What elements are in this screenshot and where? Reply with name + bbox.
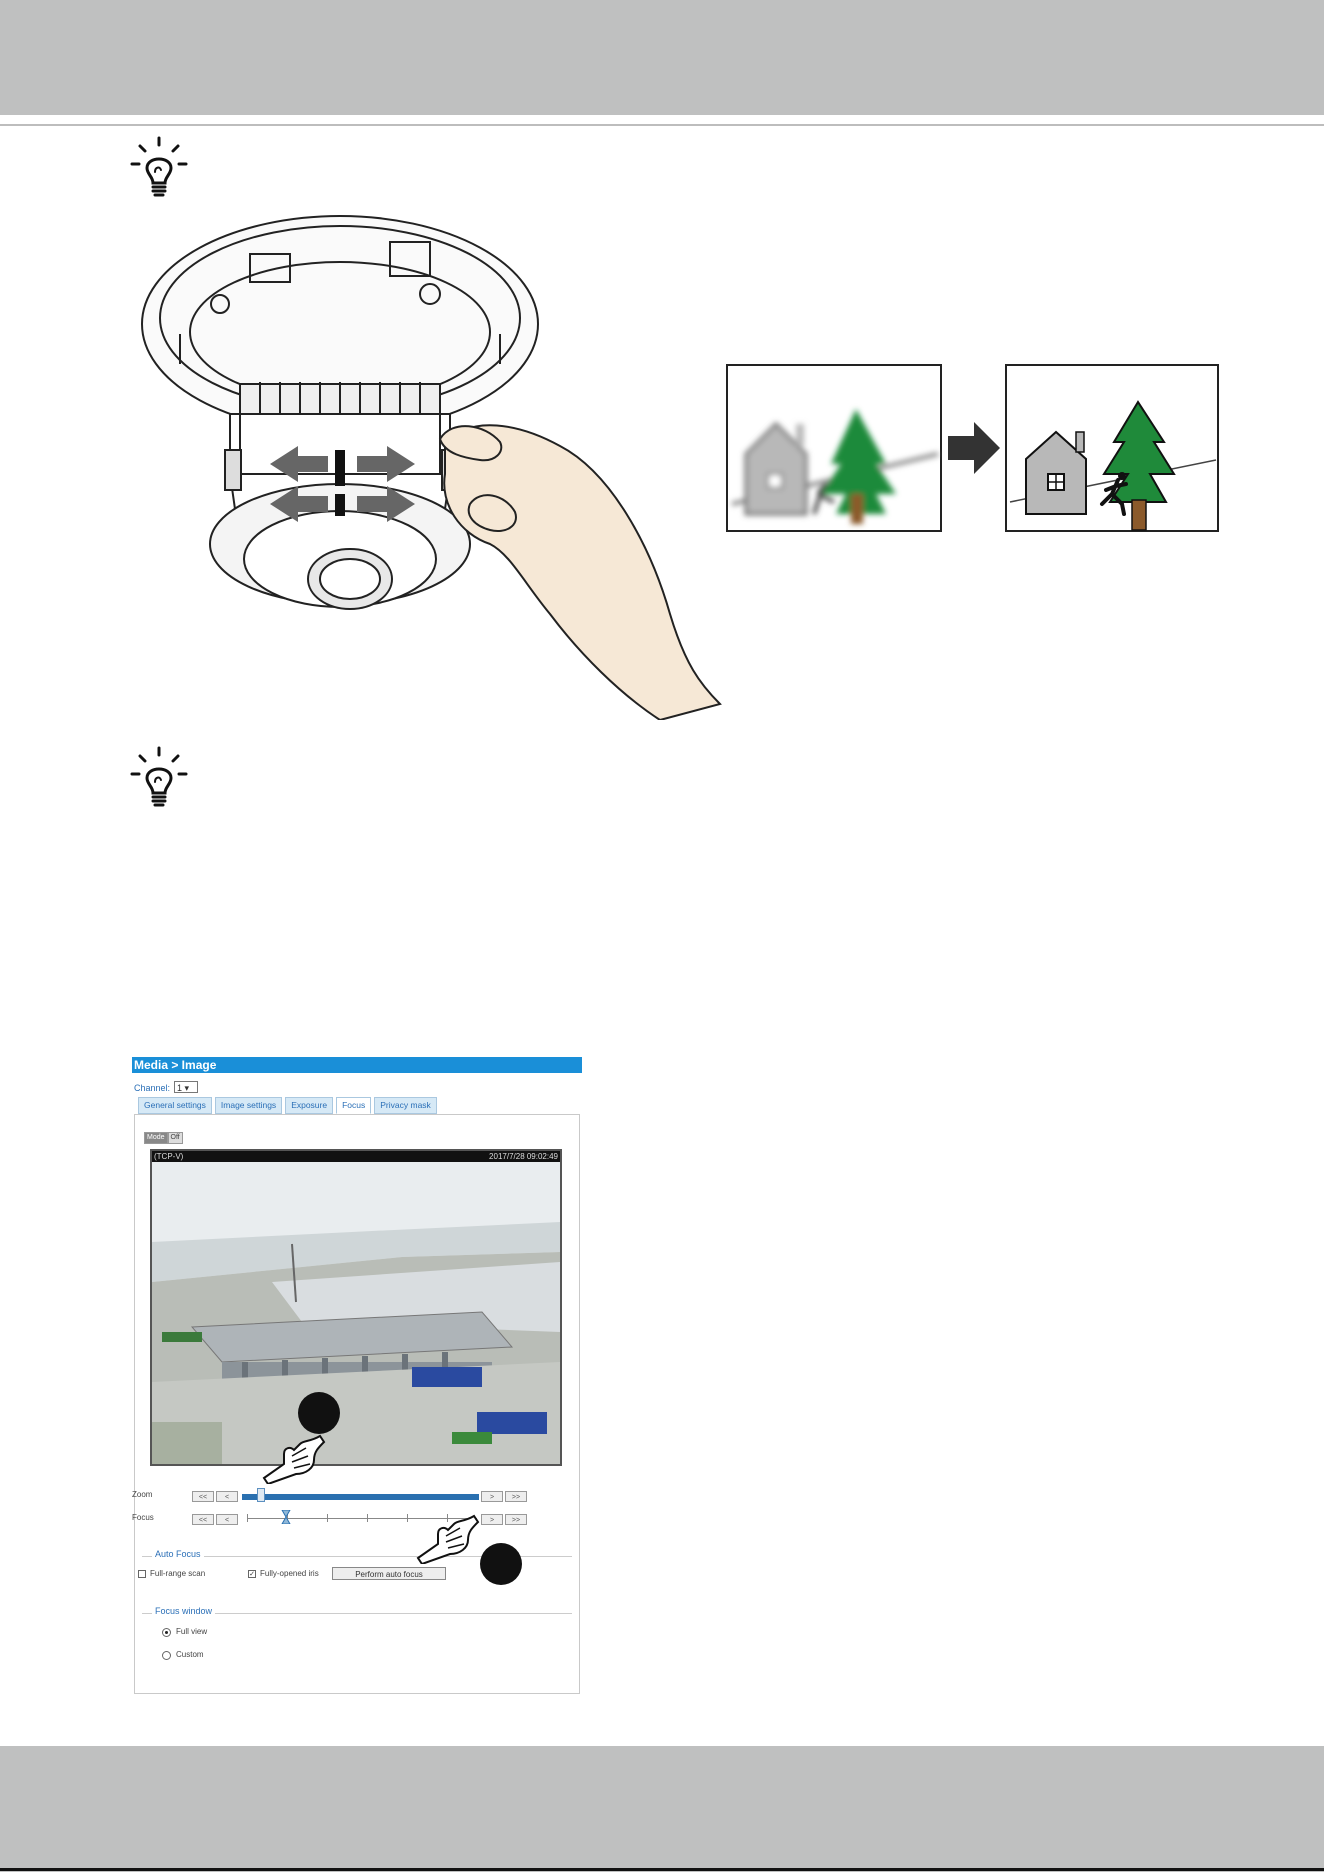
auto-focus-legend: Auto Focus <box>152 1549 204 1559</box>
focus-slider-thumb[interactable] <box>281 1510 291 1524</box>
focus-tick <box>407 1514 408 1522</box>
camera-lens-adjustment-illustration <box>140 214 726 720</box>
channel-value: 1 <box>177 1083 183 1093</box>
zoom-fast-forward-button[interactable]: >> <box>505 1491 527 1502</box>
focus-settings-screenshot <box>132 1057 582 1697</box>
custom-radio[interactable] <box>162 1651 171 1660</box>
focus-tick <box>367 1514 368 1522</box>
focus-before-after-illustration <box>726 364 1220 534</box>
zoom-back-button[interactable]: < <box>216 1491 238 1502</box>
toggle-mode[interactable]: Mode <box>144 1132 168 1144</box>
bottom-rule <box>0 1868 1324 1871</box>
tab-focus[interactable]: Focus <box>336 1097 371 1114</box>
video-caption-bar <box>152 1151 560 1162</box>
lightbulb-icon <box>128 136 190 202</box>
zoom-label: Zoom <box>132 1490 153 1499</box>
pointing-hand-icon <box>416 1514 480 1564</box>
tab-image-settings[interactable]: Image settings <box>215 1097 282 1114</box>
top-band <box>0 0 1324 115</box>
zoom-slider[interactable] <box>242 1494 479 1500</box>
tab-bar <box>138 1097 437 1113</box>
page-header: Media > Image <box>132 1057 582 1073</box>
toggle-off[interactable]: Off <box>168 1132 183 1144</box>
pointing-hand-icon <box>262 1434 326 1484</box>
tab-exposure[interactable]: Exposure <box>285 1097 333 1114</box>
channel-label: Channel: <box>134 1083 171 1093</box>
channel-select[interactable] <box>174 1081 198 1093</box>
focus-tick <box>247 1514 248 1522</box>
fully-opened-iris-label: Fully-opened iris <box>260 1569 319 1578</box>
custom-label: Custom <box>176 1650 204 1659</box>
zoom-slider-thumb[interactable] <box>257 1488 265 1502</box>
zoom-fast-back-button[interactable]: << <box>192 1491 214 1502</box>
full-range-scan-checkbox[interactable] <box>138 1570 146 1578</box>
focus-tick <box>327 1514 328 1522</box>
focus-forward-button[interactable]: > <box>481 1514 503 1525</box>
full-view-label: Full view <box>176 1627 208 1636</box>
video-protocol: (TCP-V) <box>154 1152 184 1161</box>
step-marker-2 <box>480 1543 522 1585</box>
step-marker-1 <box>298 1392 340 1434</box>
tab-privacy-mask[interactable]: Privacy mask <box>374 1097 437 1114</box>
focus-label: Focus <box>132 1513 154 1522</box>
video-timestamp: 2017/7/28 09:02:49 <box>489 1152 558 1161</box>
top-rule <box>0 124 1324 126</box>
chevron-down-icon: ▾ <box>184 1083 190 1093</box>
fully-opened-iris-checkbox[interactable]: ✓ <box>249 1571 255 1578</box>
video-scene <box>152 1162 560 1464</box>
live-video <box>150 1149 562 1466</box>
focus-back-button[interactable]: < <box>216 1514 238 1525</box>
focus-fast-back-button[interactable]: << <box>192 1514 214 1525</box>
tab-general-settings[interactable]: General settings <box>138 1097 212 1114</box>
perform-auto-focus-button[interactable]: Perform auto focus <box>332 1567 446 1580</box>
full-range-scan-label: Full-range scan <box>150 1569 206 1578</box>
lightbulb-icon <box>128 746 190 812</box>
focus-fast-forward-button[interactable]: >> <box>505 1514 527 1525</box>
bottom-band <box>0 1746 1324 1872</box>
zoom-forward-button[interactable]: > <box>481 1491 503 1502</box>
view-toggle <box>144 1132 183 1144</box>
full-view-radio[interactable] <box>162 1628 171 1637</box>
focus-window-legend: Focus window <box>152 1606 215 1616</box>
